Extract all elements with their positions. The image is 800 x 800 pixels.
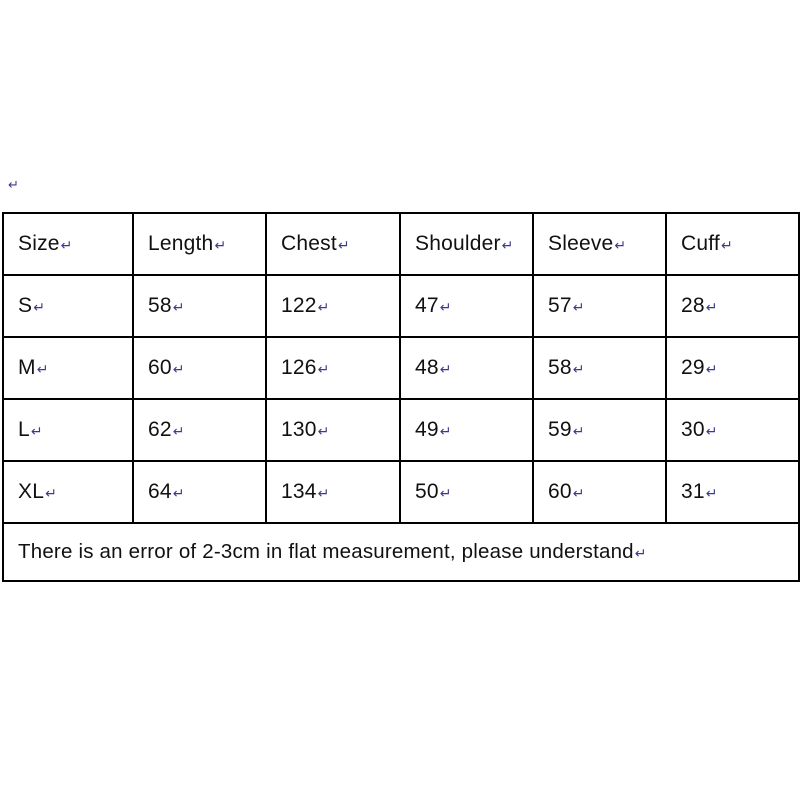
paragraph-mark-icon: ↵: [30, 424, 43, 440]
measurement-note-text: There is an error of 2-3cm in flat measurement, please understand: [18, 540, 634, 563]
header-label-size: Size: [18, 232, 60, 255]
table-cell: [533, 275, 666, 337]
table-row: [3, 275, 799, 337]
cell-value: 57: [548, 294, 572, 317]
cell-value: 134: [281, 480, 317, 503]
table-header-cell-cuff: [666, 213, 799, 275]
table-row: [3, 461, 799, 523]
table-row: [3, 399, 799, 461]
paragraph-mark-icon: ↵: [634, 546, 647, 562]
table-cell: [266, 461, 400, 523]
paragraph-mark-icon: ↵: [439, 362, 452, 378]
paragraph-mark-icon: ↵: [439, 300, 452, 316]
paragraph-mark-icon: ↵: [317, 362, 330, 378]
paragraph-mark-icon: ↵: [214, 238, 227, 254]
paragraph-mark-icon: ↵: [720, 238, 733, 254]
table-cell: [666, 399, 799, 461]
cell-value: 130: [281, 418, 317, 441]
paragraph-mark-icon: ↵: [439, 424, 452, 440]
paragraph-mark-icon: ↵: [45, 486, 58, 502]
table-cell: [400, 399, 533, 461]
table-cell: [3, 399, 133, 461]
table-header-cell-sleeve: [533, 213, 666, 275]
table-cell: [133, 275, 266, 337]
table-cell: [533, 399, 666, 461]
cell-value: 48: [415, 356, 439, 379]
cell-value: 62: [148, 418, 172, 441]
table-cell: [400, 337, 533, 399]
paragraph-mark-icon: ↵: [572, 362, 585, 378]
table-note-row: [3, 523, 799, 581]
paragraph-mark-icon: ↵: [337, 238, 350, 254]
table-cell: [666, 275, 799, 337]
paragraph-mark-icon: ↵: [172, 424, 185, 440]
cell-value: 31: [681, 480, 705, 503]
cell-value: 126: [281, 356, 317, 379]
table-cell: [3, 461, 133, 523]
table-header-cell-chest: [266, 213, 400, 275]
table-cell: [266, 275, 400, 337]
paragraph-mark-icon: ↵: [705, 300, 718, 316]
paragraph-mark-icon: ↵: [439, 486, 452, 502]
cell-value: S: [18, 294, 33, 317]
cell-value: 60: [548, 480, 572, 503]
cell-value: 49: [415, 418, 439, 441]
size-chart-table: [2, 212, 800, 582]
paragraph-mark-icon: ↵: [317, 300, 330, 316]
table-cell: [133, 337, 266, 399]
header-label-length: Length: [148, 232, 214, 255]
table-cell: [3, 337, 133, 399]
table-cell: [533, 461, 666, 523]
paragraph-mark-icon: ↵: [501, 238, 514, 254]
paragraph-mark-icon: ↵: [33, 300, 46, 316]
paragraph-mark-icon: ↵: [172, 362, 185, 378]
table-cell: [666, 461, 799, 523]
table-cell: [400, 461, 533, 523]
paragraph-mark-icon: ↵: [572, 424, 585, 440]
table-header-row: [3, 213, 799, 275]
table-row: [3, 337, 799, 399]
header-label-cuff: Cuff: [681, 232, 720, 255]
table-cell: [400, 275, 533, 337]
table-cell: [133, 399, 266, 461]
table-header-cell-size: [3, 213, 133, 275]
cell-value: 60: [148, 356, 172, 379]
cell-value: 59: [548, 418, 572, 441]
cell-value: 64: [148, 480, 172, 503]
paragraph-mark-icon: ↵: [572, 486, 585, 502]
table-cell: [533, 337, 666, 399]
paragraph-mark-icon: ↵: [172, 300, 185, 316]
size-chart-container: [2, 212, 798, 582]
paragraph-mark-icon: ↵: [705, 362, 718, 378]
header-label-shoulder: Shoulder: [415, 232, 501, 255]
header-label-chest: Chest: [281, 232, 337, 255]
cell-value: 47: [415, 294, 439, 317]
paragraph-mark-icon: ↵: [705, 486, 718, 502]
cell-value: L: [18, 418, 30, 441]
measurement-note-cell: [3, 523, 799, 581]
cell-value: XL: [18, 480, 45, 503]
paragraph-mark-icon: ↵: [317, 424, 330, 440]
paragraph-mark-icon: ↵: [317, 486, 330, 502]
cell-value: 30: [681, 418, 705, 441]
paragraph-mark-icon: ↵: [705, 424, 718, 440]
cell-value: 58: [548, 356, 572, 379]
paragraph-mark-icon: ↵: [60, 238, 73, 254]
table-cell: [266, 337, 400, 399]
table-header-cell-shoulder: [400, 213, 533, 275]
paragraph-mark-icon: ↵: [614, 238, 627, 254]
cell-value: M: [18, 356, 36, 379]
table-cell: [3, 275, 133, 337]
paragraph-mark-icon: ↵: [36, 362, 49, 378]
header-label-sleeve: Sleeve: [548, 232, 614, 255]
table-cell: [266, 399, 400, 461]
cell-value: 28: [681, 294, 705, 317]
paragraph-mark-icon: ↵: [572, 300, 585, 316]
table-cell: [133, 461, 266, 523]
table-header-cell-length: [133, 213, 266, 275]
paragraph-mark-icon: ↵: [172, 486, 185, 502]
cell-value: 122: [281, 294, 317, 317]
cell-value: 58: [148, 294, 172, 317]
stray-paragraph-mark: ↵: [8, 177, 19, 192]
cell-value: 50: [415, 480, 439, 503]
table-cell: [666, 337, 799, 399]
cell-value: 29: [681, 356, 705, 379]
